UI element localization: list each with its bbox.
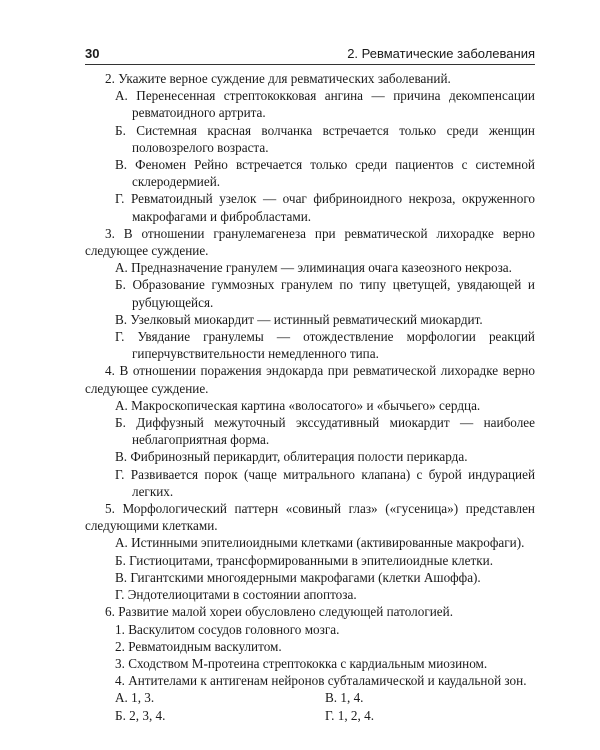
answer-option: Г. Увядание гранулемы — отождествление морфологии реакций гиперчувствительности немедленного типа.: [115, 329, 535, 362]
answer-option: Г. Эндотелиоцитами в состоянии апоптоза.: [115, 587, 357, 603]
answer-option: В. Узелковый миокардит — истинный ревматический миокардит.: [115, 311, 483, 327]
answer-option: Б. Гистиоцитами, трансформированными в эпителиоидные клетки.: [115, 552, 493, 568]
answer-option: В. Фибринозный перикардит, облитерация полости перикарда.: [115, 449, 468, 465]
answer-combination: Г. 1, 2, 4.: [325, 707, 374, 723]
answer-option: 4. Антителами к антигенам нейронов субталамической и каудальной зон.: [115, 673, 527, 689]
answer-option: А. Предназначение гранулем — элиминация очага казеозного некроза.: [115, 260, 512, 276]
answer-option: 3. Сходством М-протеина стрептококка с кардиальным миозином.: [115, 655, 488, 671]
answer-option: А. Перенесенная стрептококковая ангина — причина декомпенсации ревматоидного артрита.: [115, 88, 535, 121]
answer-combination: Б. 2, 3, 4.: [115, 707, 166, 723]
answer-combination: А. 1, 3.: [115, 690, 155, 706]
answer-combinations-row: [85, 689, 535, 706]
answer-option: Б. Диффузный межуточный экссудативный миокардит — наиболее неблагоприятная форма.: [115, 415, 535, 448]
page-number: 30: [85, 46, 100, 61]
question-text: 6. Развитие малой хореи обусловлено следующей патологией.: [105, 604, 453, 620]
page-header: [85, 42, 535, 64]
question-text: 3. В отношении гранулемагенеза при ревматической лихорадке верно следующее суждение.: [85, 225, 535, 259]
answer-combinations-row: [85, 707, 535, 724]
answer-option: 1. Васкулитом сосудов головного мозга.: [115, 621, 340, 637]
answer-option: Б. Образование гуммозных гранулем по типу цветущей, увядающей и рубцующейся.: [115, 277, 535, 310]
answer-option: Б. Системная красная волчанка встречается только среди женщин половозрелого возраста.: [115, 122, 535, 155]
header-rule: [85, 64, 535, 65]
answer-combination: В. 1, 4.: [325, 690, 364, 706]
question-text: 5. Морфологический паттерн «совиный глаз» («гусеница») представлен следующими клетками.: [85, 501, 535, 534]
answer-option: Г. Ревматоидный узелок — очаг фибриноидного некроза, окруженного макрофагами и фибробластами.: [115, 191, 535, 224]
answer-option: 2. Ревматоидным васкулитом.: [115, 638, 282, 654]
answer-option: Г. Развивается порок (чаще митрального клапана) с бурой индурацией легких.: [115, 466, 535, 499]
answer-option: В. Гигантскими многоядерными макрофагами (клетки Ашоффа).: [115, 569, 481, 585]
question-text: 2. Укажите верное суждение для ревматических заболеваний.: [105, 71, 451, 86]
answer-option: А. Истинными эпителиоидными клетками (активированные макрофаги).: [115, 535, 525, 551]
answer-option: А. Макроскопическая картина «волосатого» и «бычьего» сердца.: [115, 397, 481, 413]
answer-option: В. Феномен Рейно встречается только среди пациентов с системной склеродермией.: [115, 157, 535, 190]
question-text: 4. В отношении поражения эндокарда при ревматической лихорадке верно следующее суждение.: [85, 363, 535, 396]
running-head: 2. Ревматические заболевания: [347, 46, 535, 61]
page-body: [85, 70, 535, 724]
